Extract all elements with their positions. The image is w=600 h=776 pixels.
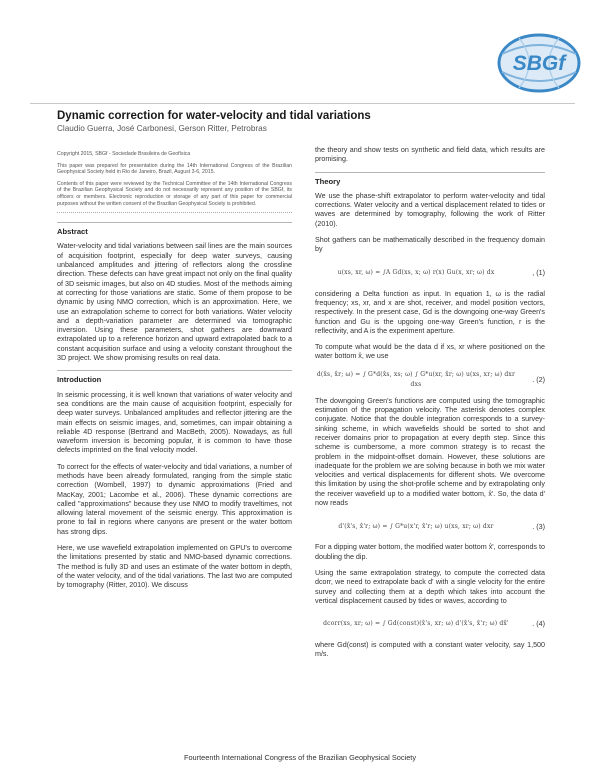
theory-paragraph: We use the phase-shift extrapolator to perform water-velocity and tidal corrections. Water velocity and a vertical displacement related to tides or waves are determined by tomography, following the work of Ritter (2010). [315, 191, 545, 228]
introduction-heading: Introduction [57, 375, 102, 385]
copyright-line: Copyright 2015, SBGf - Sociedade Brasileira de Geofísica [57, 151, 191, 157]
intro-paragraph: In seismic processing, it is well known that variations of water velocity and sea conditions are the main cause of acquisition footprint, especially for deep water surveys. Unbalanced amplitudes and reflector jittering are the main effects on seismic images, and, sometimes, can impair obtaining a reliable 4D response (Bertrand and MacBeth, 2005). Nowadays, as full waveform inversion is becoming popular, it is common to have those defects imprinted on the final velocity model. [57, 390, 292, 455]
equation-3 [315, 515, 545, 537]
equation-body: u(xs, xr, ω) = ∫A Gd(xs, x; ω) r(x) Gu(x, xr; ω) dx [337, 269, 495, 277]
equation-number: . (3) [532, 521, 545, 531]
abstract-section [57, 222, 292, 363]
right-column [315, 146, 545, 667]
theory-paragraph: To compute what would be the data d if xs, xr where positioned on the water bottom x̂, we use [315, 343, 545, 361]
copyright-divider [57, 212, 292, 214]
theory-paragraph: considering a Delta function as input. In equation 1, ω is the radial frequency; xs, xr, and x are shot, receiver, and model position vectors, respectively. In the present case, Gd is the downgoing one-way Green's function and Gu is the upgoing one-way Green's function, r is the reflectivity, and A is the experiment aperture. [315, 289, 545, 335]
introduction-section [57, 370, 292, 590]
theory-paragraph: Shot gathers can be mathematically described in the frequency domain by [315, 236, 545, 254]
theory-paragraph: Using the same extrapolation strategy, to compute the corrected data dcorr, we need to extrapolate back d' with a single velocity for the entire survey and collecting them at a depth which takes into account the vertical displacement caused by tides or waves, according to [315, 568, 545, 605]
intro-continuation: the theory and show tests on synthetic and field data, which results are promising. [315, 146, 545, 164]
equation-number: . (4) [532, 619, 545, 629]
sbgf-logo [494, 32, 584, 94]
equation-body: d(x̂s, x̂r; ω) = ∫ G*d(x̂s, xs; ω) ∫ G*u(xr, x̂r; ω) u(xs, xr; ω) dxr dxs [316, 371, 516, 388]
theory-section [315, 172, 545, 660]
header-rule [30, 103, 575, 104]
theory-heading: Theory [315, 176, 341, 186]
theory-paragraph: For a dipping water bottom, the modified water bottom x̂', corresponds to doubling the dip. [315, 543, 545, 561]
equation-4 [315, 613, 545, 635]
equation-body: d'(x̂'s, x̂'r; ω) = ∫ G*u(x'r, x̂'r; ω) u(xs, xr; ω) dxr [338, 522, 494, 530]
equation-number: , (1) [532, 268, 545, 278]
abstract-heading: Abstract [57, 227, 88, 237]
page-footer: Fourteenth International Congress of the Brazilian Geophysical Society [183, 753, 417, 762]
equation-number: . (2) [532, 375, 545, 385]
abstract-text: Water-velocity and tidal variations between sail lines are the main sources of acquisition footprint, especially for deep water surveys, causing unbalanced amplitudes and jittering of reflectors along the crossline direction. These defects can have great impact not only on the final quality of 3D seismic images, but also on 4D studies. Most of the methods aiming at correcting for those variations are static. Some of them propose to be dynamic by using NMO correction, which is an approximation. Here, we use an extrapolation scheme to correct for both variations. Water velocity and a depth-variation parameter are determined via tomographic inversion. Using these parameters, shot gathers are downward extrapolated up to a reference horizon and upward extrapolated back to a constant acquisition surface and using a velocity constant throughout the 3D project. We show promising results on real data. [57, 242, 292, 363]
equation-1 [315, 262, 545, 284]
paper-title: Dynamic correction for water-velocity and tidal variations [57, 110, 371, 122]
theory-paragraph: The downgoing Green's functions are computed using the tomographic estimation of the propagation velocity. The asterisk denotes complex conjugate. Notice that the double integration corresponds to a survey-sinking scheme, in which wavefields should be sorted to shot and receiver domains prior to propagation at every depth step. Since this scheme is cumbersome, a more common strategy is to recast the problem in the midpoint-offset domain. However, these solutions are inadequate for the problem we are solving because in both we mix water velocities and vertical displacements for different shots. We overcome this limitation by using the shot-profile scheme and by extrapolating only the receiver wavefield up to a modified water bottom, x̂'. So, the data d' now reads [315, 396, 545, 508]
theory-paragraph: where Gd(const) is computed with a constant water velocity, say 1,500 m/s. [315, 641, 545, 659]
equation-body: dcorr(xs, xr; ω) = ∫ Gd(const)(x̂'s, xr; ω) d'(x̂'s, x̂'r; ω) dx̂' [323, 620, 509, 628]
authors: Claudio Guerra, José Carbonesi, Gerson Ritter, Petrobras [57, 124, 267, 133]
left-column [57, 151, 292, 598]
review-note: Contents of this paper were reviewed by the Technical Committee of the 14th International Congress of the Brazilian Geophysical Society and do not necessarily represent any position of the SBGf, its officers or members. Electronic reproduction or storage of any part of this paper for commercial purposes without the written consent of the Brazilian Geophysical Society is prohibited. [57, 180, 292, 207]
equation-2 [315, 369, 545, 391]
presentation-note: This paper was prepared for presentation during the 14th International Congress of the Brazilian Geophysical Society held in Rio de Janeiro, Brazil, August 3-6, 2015. [57, 162, 292, 176]
logo-text: SBGf [512, 52, 566, 75]
intro-paragraph: To correct for the effects of water-velocity and tidal variations, a number of methods have been already formulated, ranging from the simple static correction (Wombell, 1997) to dynamic approximations (Fried and MacKay, 2001; Lacombe et al., 2006). These dynamic corrections are called "approximations" because they use NMO to modify traveltimes, not allowing lateral movement of the seismic energy. This approximation is prone to fail in regions where canyons are present or the water bottom has strong dips. [57, 462, 292, 536]
copyright-block [57, 151, 292, 207]
intro-paragraph: Here, we use wavefield extrapolation implemented on GPU's to overcome the limitations presented by static and NMO-based dynamic corrections. The method is fully 3D and uses an estimate of the water bottom in depth, of the water velocity, and of the tidal variations. The last two are computed by tomography (Ritter, 2010). We discuss [57, 544, 292, 590]
